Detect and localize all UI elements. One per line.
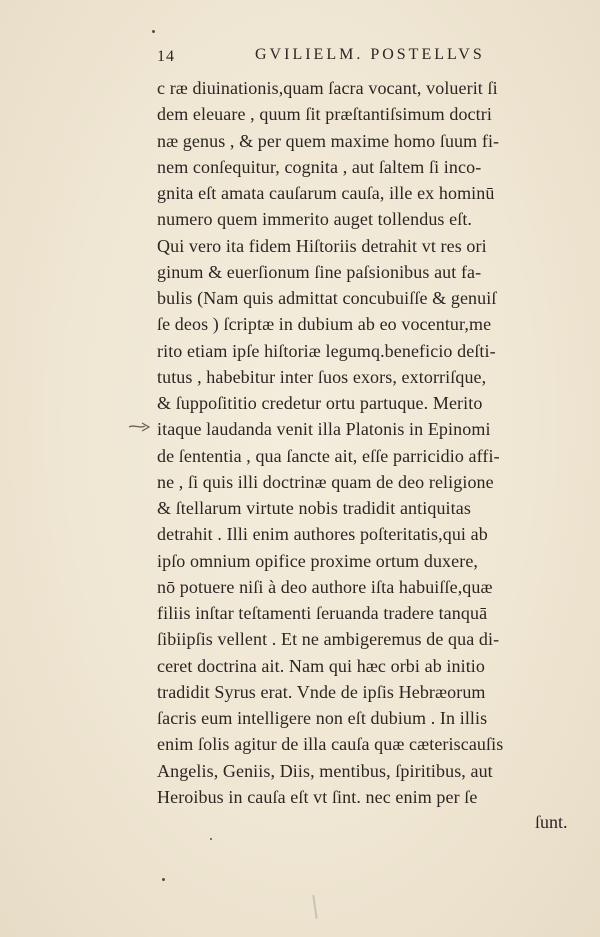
- body-text: [157, 75, 577, 810]
- ink-speck: [162, 878, 165, 881]
- text-line: bulis (Nam quis admittat concubuiſſe & genuiſ: [157, 288, 497, 308]
- text-line: detrahit . Illi enim authores poſteritatis,qui ab: [157, 524, 488, 545]
- manicule-arrow-icon: [128, 420, 152, 434]
- text-line: ne , ſi quis illi doctrinæ quam de deo religione: [157, 471, 494, 492]
- text-line: ſacris eum intelligere non eſt dubium . In illis: [157, 708, 488, 728]
- running-head: GVILIELM. POSTELLVS: [255, 46, 485, 63]
- text-line: c ræ diuinationis,quam ſacra vocant, voluerit ſi: [157, 78, 498, 98]
- catchword: ſunt.: [535, 812, 568, 832]
- ink-speck: [210, 838, 212, 840]
- text-line: næ genus , & per quem maxime homo ſuum fi-: [157, 130, 500, 151]
- show-through-mark: [312, 895, 317, 919]
- text-line: ceret doctrina ait. Nam qui hæc orbi ab initio: [157, 655, 486, 676]
- text-line: de ſententia , qua ſancte ait, eſſe parricidio affi-: [157, 445, 500, 466]
- page-number: 14: [157, 48, 175, 65]
- text-line: ſibiipſis vellent . Et ne ambigeremus de qua di-: [157, 629, 500, 650]
- text-line: Qui vero ita fidem Hiſtoriis detrahit vt res ori: [157, 235, 487, 256]
- text-line: nō potuere niſi à deo authore iſta habuiſſe,quæ: [157, 576, 493, 597]
- text-line: tradidit Syrus erat. Vnde de ipſis Hebræorum: [157, 681, 486, 702]
- text-line: tutus , habebitur inter ſuos exors, extorriſque,: [157, 366, 487, 387]
- text-line: numero quem immerito auget tollendus eſt.: [157, 209, 473, 230]
- text-line: nem conſequitur, cognita , aut ſaltem ſi inco-: [157, 156, 482, 177]
- text-line: filiis inſtar teſtamenti ſeruanda tradere tanquā: [157, 603, 488, 623]
- text-line: dem eleuare , quum ſit præſtantiſsimum doctri: [157, 104, 492, 125]
- text-line: ginum & euerſionum ſine paſsionibus aut fa-: [157, 261, 482, 282]
- text-line: & ſtellarum virtute nobis tradidit antiquitas: [157, 498, 471, 518]
- text-line: ſe deos ) ſcriptæ in dubium ab eo vocentur,me: [157, 314, 492, 335]
- text-line: Heroibus in cauſa eſt vt ſint. nec enim per ſe: [157, 786, 478, 807]
- text-line: enim ſolis agitur de illa cauſa quæ cæteriscauſis: [157, 734, 504, 755]
- text-line: & ſuppoſititio credetur ortu partuque. Merito: [157, 393, 483, 413]
- text-line: gnita eſt amata cauſarum cauſa, ille ex hominū: [157, 183, 495, 203]
- text-line: Angelis, Geniis, Diis, mentibus, ſpiritibus, aut: [157, 760, 493, 781]
- page-header: [157, 46, 577, 68]
- text-line: itaque laudanda venit illa Platonis in Epinomi: [157, 419, 491, 440]
- text-line: ipſo omnium opifice proxime ortum duxere,: [157, 550, 479, 571]
- ink-speck: [152, 30, 155, 33]
- text-line: rito etiam ipſe hiſtoriæ legumq.beneficio deſti-: [157, 340, 496, 361]
